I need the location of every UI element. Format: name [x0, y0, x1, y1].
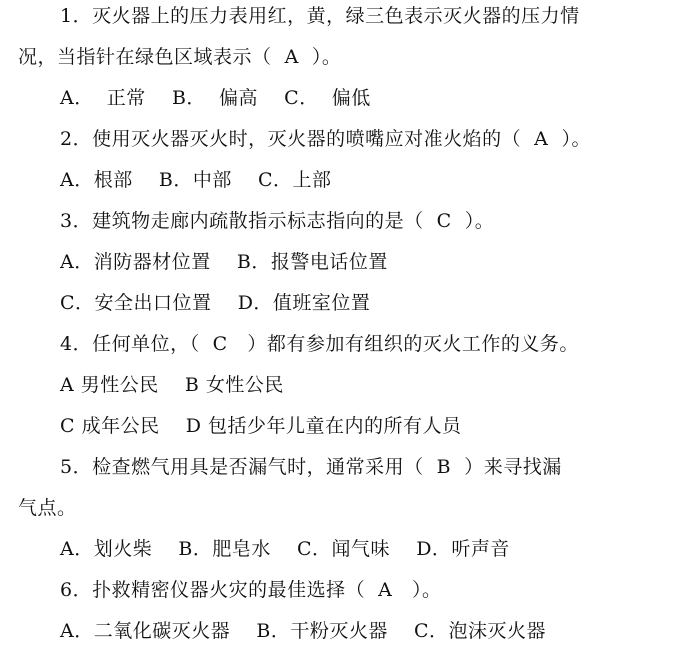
question-3-options-row-2: C．安全出口位置 D．值班室位置 — [60, 292, 371, 314]
question-5-text-line-2: 气点。 — [18, 497, 77, 519]
question-5-text-line-1: 5．检查燃气用具是否漏气时，通常采用（ B ）来寻找漏 — [60, 456, 562, 478]
question-1-text-line-1: 1．灭火器上的压力表用红，黄，绿三色表示灭火器的压力情 — [60, 5, 580, 27]
question-5-options: A．划火柴 B．肥皂水 C．闻气味 D．听声音 — [60, 538, 510, 560]
question-3-options-row-1: A．消防器材位置 B．报警电话位置 — [60, 251, 388, 273]
question-2-options: A．根部 B．中部 C．上部 — [60, 169, 332, 191]
question-3-text: 3．建筑物走廊内疏散指示标志指向的是（ C ）。 — [60, 210, 495, 232]
question-4-options-row-2: C 成年公民 D 包括少年儿童在内的所有人员 — [60, 415, 462, 437]
question-6-options: A．二氧化碳灭火器 B．干粉灭火器 C．泡沫灭火器 — [60, 620, 547, 642]
question-4-text: 4．任何单位，（ C ）都有参加有组织的灭火工作的义务。 — [60, 333, 579, 355]
question-4-options-row-1: A 男性公民 B 女性公民 — [60, 374, 284, 396]
question-1-options: A． 正常 B． 偏高 C． 偏低 — [60, 87, 371, 109]
question-2-text: 2．使用灭火器灭火时，灭火器的喷嘴应对准火焰的（ A ）。 — [60, 128, 591, 150]
question-6-text: 6．扑救精密仪器火灾的最佳选择（ A ）。 — [60, 579, 442, 601]
question-1-text-line-2: 况，当指针在绿色区域表示（ A ）。 — [18, 46, 342, 68]
